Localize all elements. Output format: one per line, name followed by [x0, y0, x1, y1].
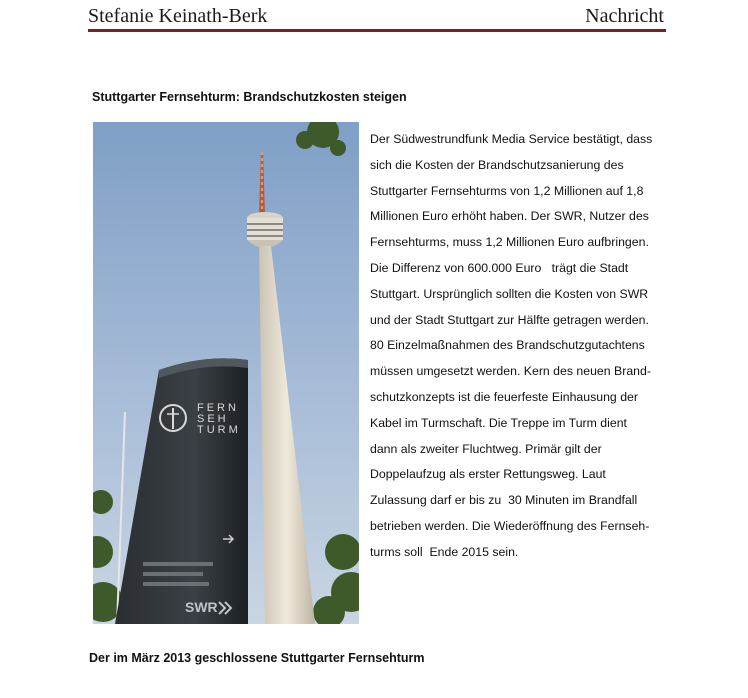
article-line: sich die Kosten der Brandschutzsanierung des	[370, 157, 624, 172]
article-line: Millionen Euro erhöht haben. Der SWR, Nutzer des	[370, 209, 649, 224]
article-line: Zulassung darf er bis zu 30 Minuten im Brandfall	[370, 493, 638, 508]
article-line: Der Südwestrundfunk Media Service bestätigt, dass	[370, 132, 653, 146]
category-label: Nachricht	[585, 5, 664, 27]
page-header	[88, 5, 666, 29]
article-line: dann als zweiter Fluchtweg. Primär gilt der	[370, 441, 602, 456]
article-line: betrieben werden. Die Wiederöffnung des Fernseh-	[370, 518, 650, 533]
article-line: Doppelaufzug als erster Rettungsweg. Laut	[370, 467, 606, 482]
tower-photo-drawing	[93, 122, 359, 624]
article-line: Fernsehturms, muss 1,2 Millionen Euro aufbringen.	[370, 235, 649, 250]
article-line: Kabel im Turmschaft. Die Treppe im Turm dient	[370, 415, 627, 430]
article-line: Die Differenz von 600.000 Euro trägt die Stadt	[370, 260, 629, 275]
article-line: turms soll Ende 2015 sein.	[370, 544, 519, 559]
sign-line-3: TURM	[197, 424, 241, 436]
article-line: schutzkonzepts ist die feuerfeste Einhausung der	[370, 389, 638, 404]
article-line: Stuttgarter Fernsehturms von 1,2 Millionen auf 1,8	[370, 183, 644, 198]
sign-brand: SWR	[185, 599, 218, 615]
article-headline: Stuttgarter Fernsehturm: Brandschutzkosten steigen	[92, 90, 407, 104]
article-line: und der Stadt Stuttgart zur Hälfte getragen werden.	[370, 312, 649, 327]
article-line: Stuttgart. Ursprünglich sollten die Kosten von SWR	[370, 286, 649, 301]
author-name: Stefanie Keinath-Berk	[88, 5, 268, 27]
article-body	[370, 127, 670, 566]
sign-line-1: FERN	[197, 402, 239, 414]
sign-line-2: SEH	[197, 413, 229, 425]
article-line: müssen umgesetzt werden. Kern des neuen Brand-	[370, 364, 651, 379]
photo-caption: Der im März 2013 geschlossene Stuttgarter Fernsehturm	[89, 651, 425, 665]
article-line: 80 Einzelmaßnahmen des Brandschutzgutachtens	[370, 338, 645, 353]
header-divider	[88, 29, 666, 32]
tower-photo	[93, 122, 359, 624]
